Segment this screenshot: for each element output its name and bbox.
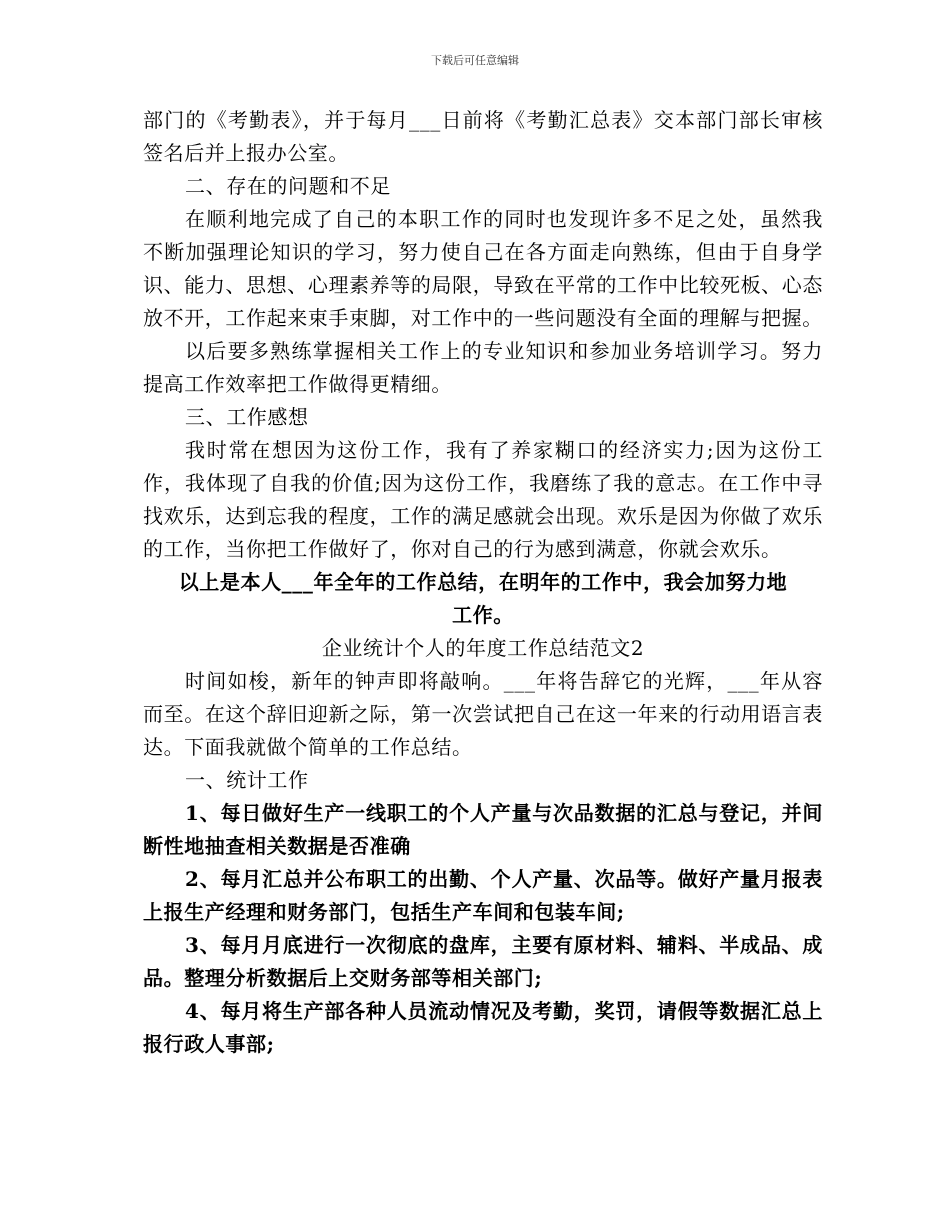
paragraph-thoughts: 我时常在想因为这份工作，我有了养家糊口的经济实力;因为这份工作，我体现了自我的价值;因为这份工作，我磨练了我的意志。在工作中寻找欢乐，达到忘我的程度，工作的满足感就会出现。欢乐是因为你做了欢乐的工作，当你把工作做好了，你对自己的行为感到满意，你就会欢乐。 <box>143 438 823 561</box>
list-item-3: 3、每月月底进行一次彻底的盘库，主要有原材料、辅料、半成品、成品。整理分析数据后上交财务部等相关部门; <box>143 933 823 990</box>
paragraph-conclusion: 以上是本人___年全年的工作总结，在明年的工作中，我会加努力地工作。 <box>178 570 788 627</box>
paragraph-intro-2: 时间如梭，新年的钟声即将敲响。___年将告辞它的光辉，___年从容而至。在这个辞旧迎新之际，第一次尝试把自己在这一年来的行动用语言表达。下面我就做个简单的工作总结。 <box>143 669 823 759</box>
list-item-4: 4、每月将生产部各种人员流动情况及考勤，奖罚，请假等数据汇总上报行政人事部; <box>143 999 823 1056</box>
document-body <box>143 104 823 1061</box>
paragraph-improvement: 以后要多熟练掌握相关工作上的专业知识和参加业务培训学习。努力提高工作效率把工作做得更精细。 <box>143 339 823 396</box>
article-title-2: 企业统计个人的年度工作总结范文2 <box>321 636 645 660</box>
section-heading-statistics: 一、统计工作 <box>185 768 309 792</box>
list-item-2: 2、每月汇总并公布职工的出勤、个人产量、次品等。做好产量月报表上报生产经理和财务部门，包括生产车间和包装车间; <box>143 867 823 924</box>
section-heading-thoughts: 三、工作感想 <box>185 405 309 429</box>
section-heading-problems: 二、存在的问题和不足 <box>185 174 391 198</box>
paragraph-attendance: 部门的《考勤表》，并于每月___日前将《考勤汇总表》交本部门部长审核签名后并上报办公室。 <box>143 108 823 165</box>
page-header: 下载后可任意编辑 <box>431 54 519 67</box>
paragraph-shortcomings: 在顺利地完成了自己的本职工作的同时也发现许多不足之处，虽然我不断加强理论知识的学习，努力使自己在各方面走向熟练，但由于自身学识、能力、思想、心理素养等的局限，导致在平常的工作中比较死板、心态放不开，工作起来束手束脚，对工作中的一些问题没有全面的理解与把握。 <box>143 207 823 330</box>
list-item-1: 1、每日做好生产一线职工的个人产量与次品数据的汇总与登记，并间断性地抽查相关数据是否准确 <box>143 801 823 858</box>
